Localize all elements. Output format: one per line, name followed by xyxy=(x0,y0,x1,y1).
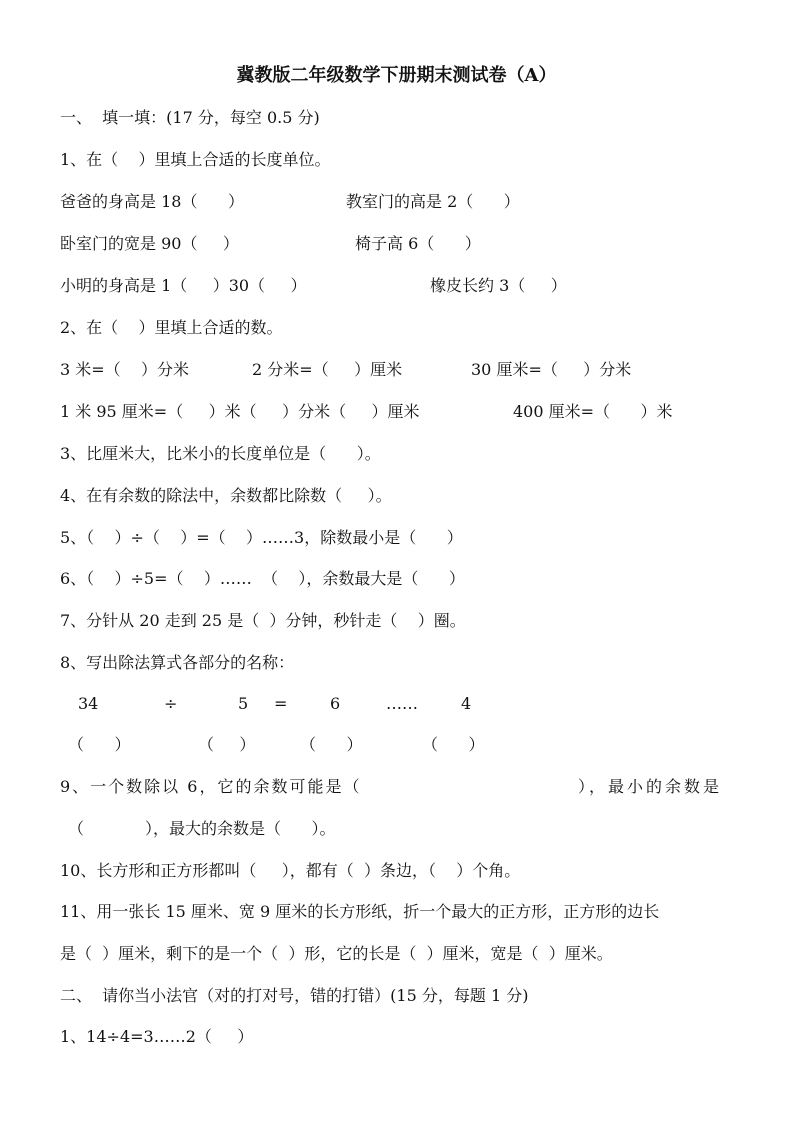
q11-line2: 是（ ）厘米，剩下的是一个（ ）形，它的长是（ ）厘米，宽是（ ）厘米。 xyxy=(60,944,613,963)
q5: 5、（ ）÷（ ）=（ ）……3，除数最小是（ ） xyxy=(60,528,463,547)
q8-dividend: 34 xyxy=(78,694,99,713)
q1-item-bedroom-door: 卧室门的宽是 90（ ） xyxy=(60,234,239,253)
q8-blank-divisor: （ ） xyxy=(198,735,256,754)
q2-item-cm-to-dm: 30 厘米=（ ）分米 xyxy=(471,360,632,379)
q8-equals: = xyxy=(274,694,288,713)
q10: 10、长方形和正方形都叫（ ），都有（ ）条边，（ ）个角。 xyxy=(60,861,521,880)
q8-divisor: 5 xyxy=(238,694,249,713)
q1-item-dad-height: 爸爸的身高是 18（ ） xyxy=(60,192,244,211)
q9-line1-left: 9、一个数除以 6，它的余数可能是（ xyxy=(60,777,362,796)
q7: 7、分针从 20 走到 25 是（ ）分钟，秒针走（ ）圈。 xyxy=(60,611,466,630)
section1-heading: 一、 填一填：(17 分，每空 0.5 分) xyxy=(60,108,320,127)
q9-line1-right: ），最小的余数是 xyxy=(578,777,723,796)
q2-stem: 2、在（ ）里填上合适的数。 xyxy=(60,318,283,337)
q4: 4、在有余数的除法中，余数都比除数（ ）。 xyxy=(60,486,392,505)
q8-divide-sign: ÷ xyxy=(164,694,178,713)
q8-stem: 8、写出除法算式各部分的名称： xyxy=(60,653,295,672)
q1-item-chair: 椅子高 6（ ） xyxy=(355,234,481,253)
q8-remainder: 4 xyxy=(461,694,472,713)
q2-item-dm-to-cm: 2 分米=（ ）厘米 xyxy=(252,360,403,379)
q8-blank-quotient: （ ） xyxy=(300,735,363,754)
q2-item-cm-to-m: 400 厘米=（ ）米 xyxy=(513,402,673,421)
section2-q1: 1、14÷4=3……2（ ） xyxy=(60,1027,254,1046)
q8-blank-dividend: （ ） xyxy=(68,735,131,754)
q8-quotient: 6 xyxy=(330,694,341,713)
q8-ellipsis: …… xyxy=(386,694,418,713)
q3: 3、比厘米大，比米小的长度单位是（ ）。 xyxy=(60,444,381,463)
q1-item-door-height: 教室门的高是 2（ ） xyxy=(346,192,520,211)
page-title: 冀教版二年级数学下册期末测试卷（A） xyxy=(236,65,557,86)
q9-line2: （ ），最大的余数是（ ）。 xyxy=(68,819,336,838)
section2-heading: 二、 请你当小法官（对的打对号，错的打错）(15 分，每题 1 分) xyxy=(60,986,529,1005)
q6: 6、（ ）÷5=（ ）…… （ ），余数最大是（ ） xyxy=(60,569,465,588)
q8-blank-remainder: （ ） xyxy=(422,735,485,754)
q1-item-eraser: 橡皮长约 3（ ） xyxy=(430,276,567,295)
q2-item-compound: 1 米 95 厘米=（ ）米（ ）分米（ ）厘米 xyxy=(60,402,420,421)
q11-line1: 11、用一张长 15 厘米、宽 9 厘米的长方形纸，折一个最大的正方形，正方形的边长 xyxy=(60,902,660,921)
q1-stem: 1、在（ ）里填上合适的长度单位。 xyxy=(60,150,331,169)
q2-item-meter-to-dm: 3 米=（ ）分米 xyxy=(60,360,190,379)
q1-item-xiaoming-height: 小明的身高是 1（ ）30（ ） xyxy=(60,276,307,295)
